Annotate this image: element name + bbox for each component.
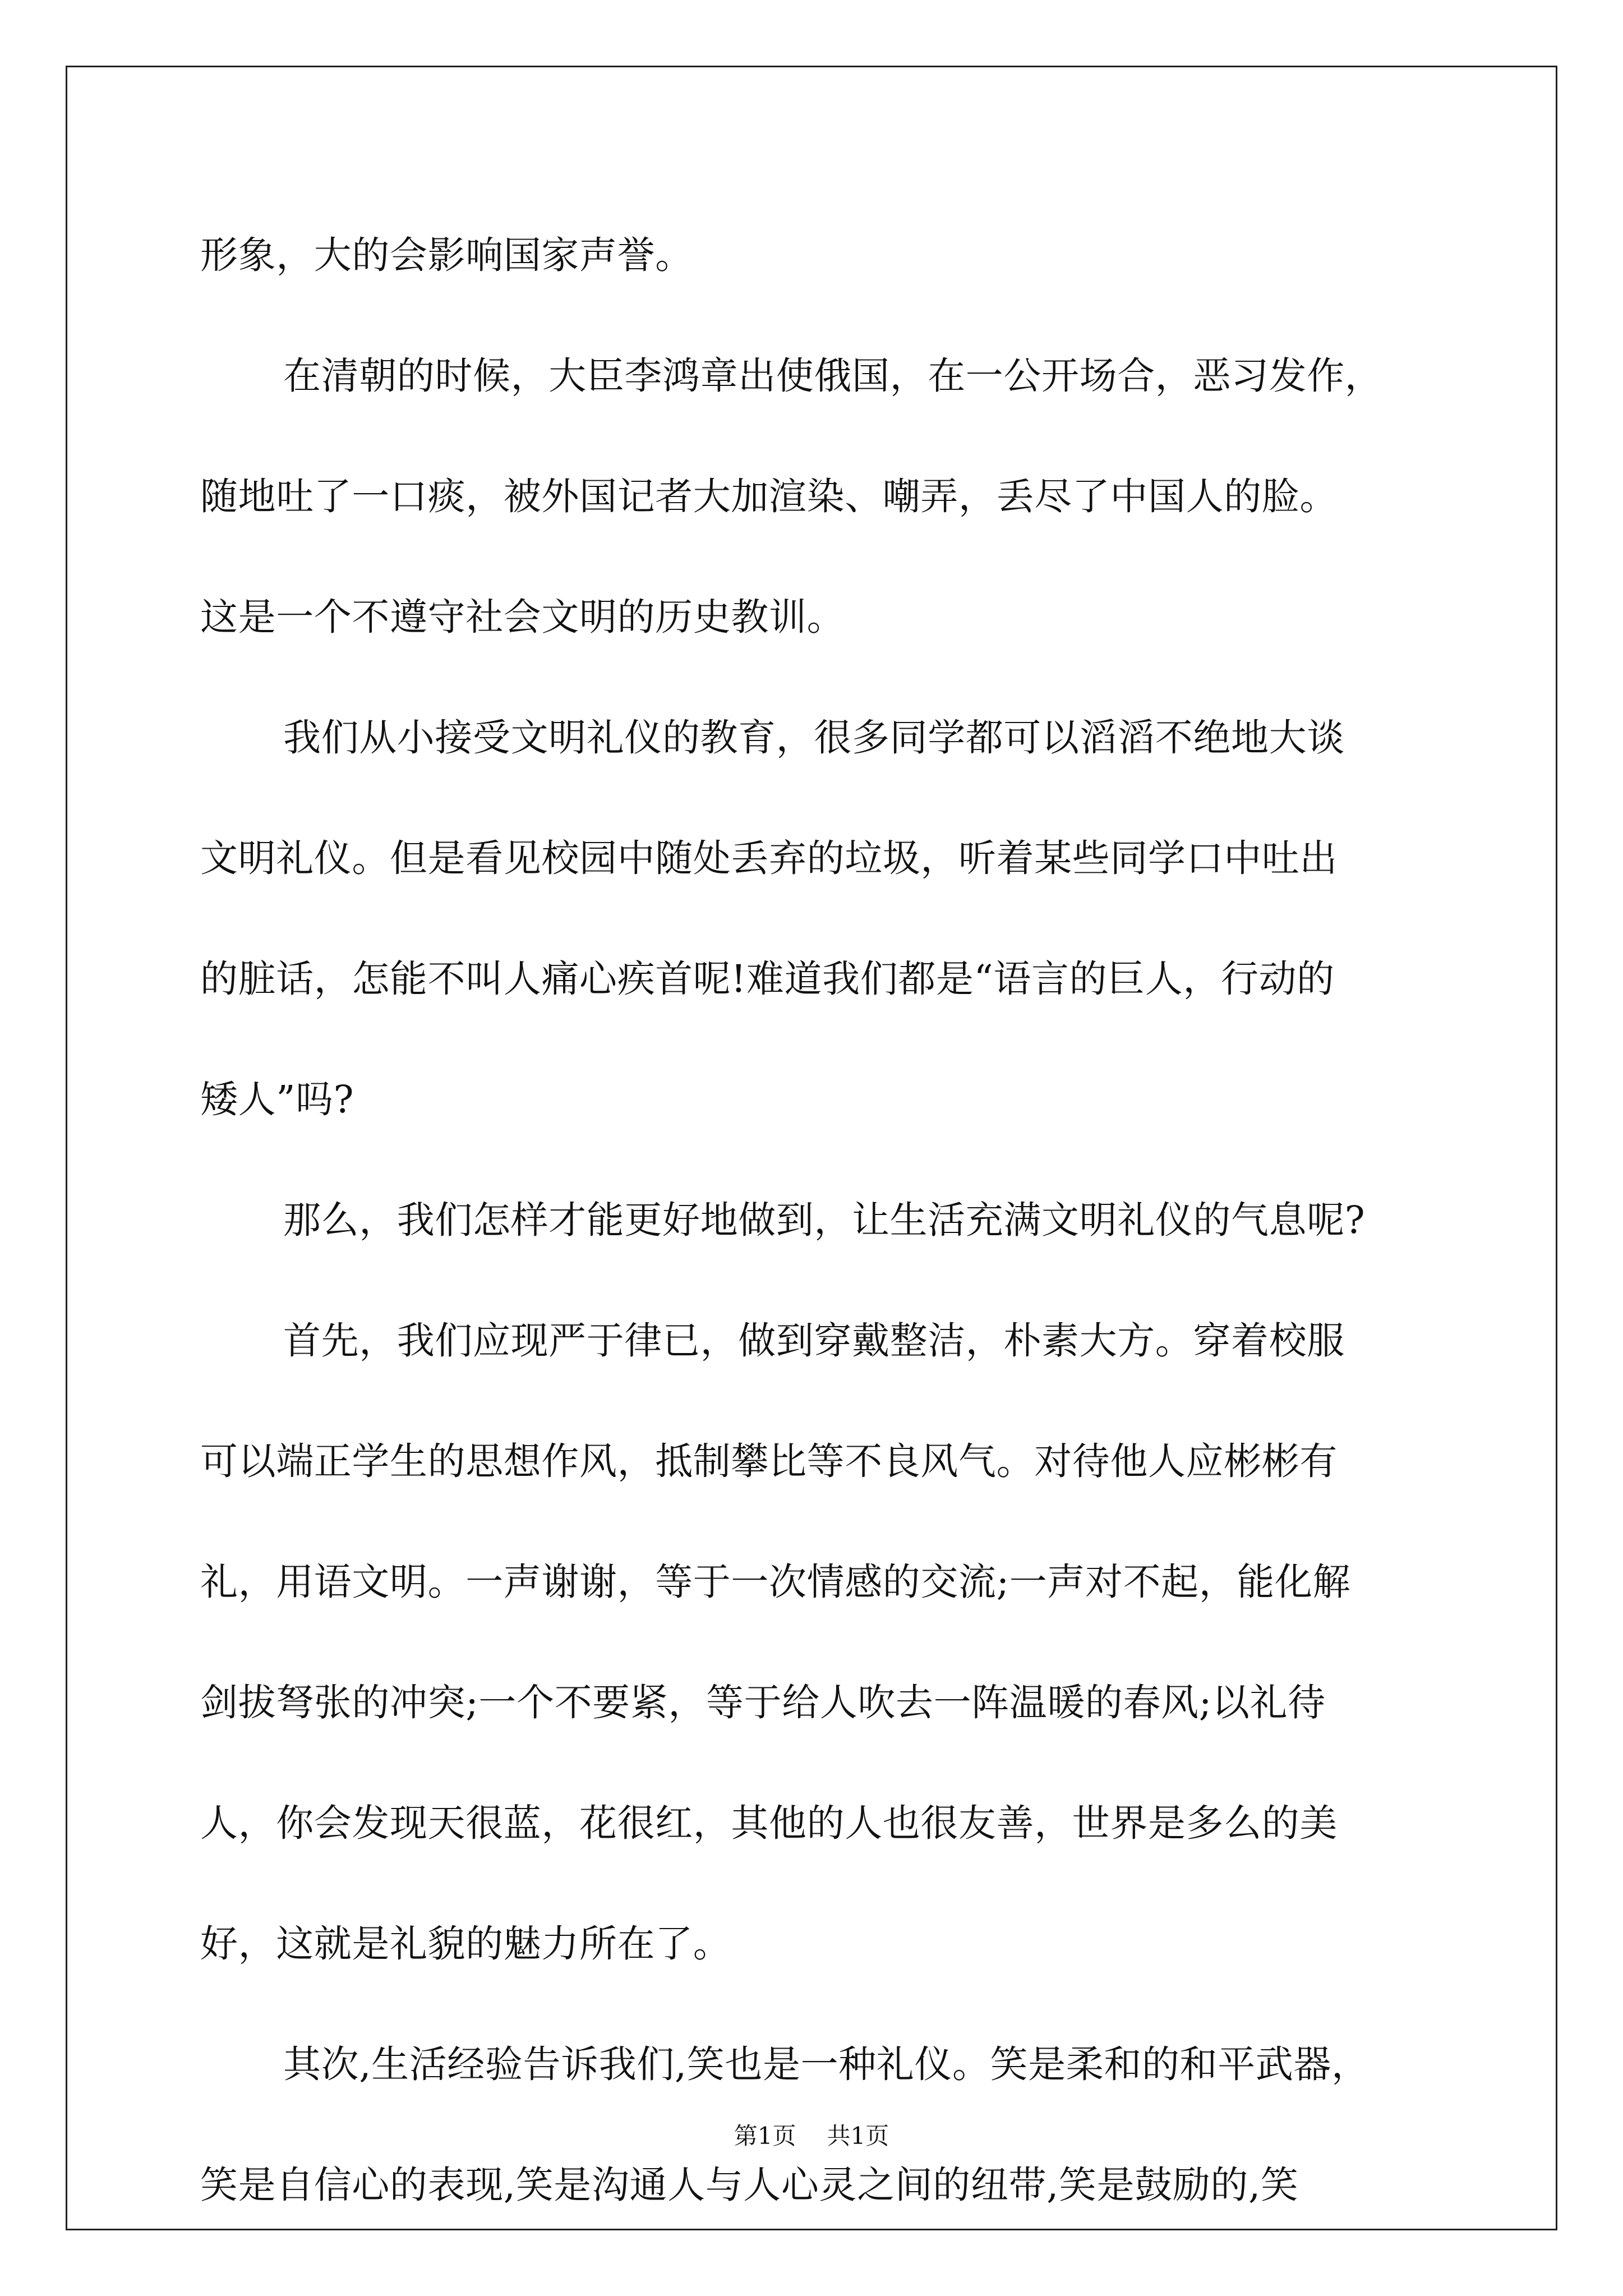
text-line: 形象，大的会影响国家声誉。 [200, 233, 693, 277]
text-line: 好，这就是礼貌的魅力所在了。 [200, 1922, 731, 1966]
page-number: 第1页 [734, 2122, 796, 2150]
text-line: 随地吐了一口痰，被外国记者大加渲染、嘲弄，丢尽了中国人的脸。 [200, 475, 1338, 518]
page-count: 共1页 [827, 2122, 889, 2150]
text-line: 矮人”吗? [200, 1078, 354, 1121]
text-line: 这是一个不遵守社会文明的历史教训。 [200, 595, 845, 639]
text-line: 可以端正学生的思想作风，抵制攀比等不良风气。对待他人应彬彬有 [200, 1439, 1338, 1483]
paragraph-first-line: 首先，我们应现严于律已，做到穿戴整洁，朴素大方。穿着校服 [283, 1319, 1345, 1363]
text-line: 礼，用语文明。一声谢谢，等于一次情感的交流;一声对不起，能化解 [200, 1560, 1351, 1604]
page-footer [0, 2118, 1623, 2151]
paragraph-first-line: 我们从小接受文明礼仪的教育，很多同学都可以滔滔不绝地大谈 [283, 716, 1345, 760]
text-line: 文明礼仪。但是看见校园中随处丢弃的垃圾，听着某些同学口中吐出 [200, 836, 1338, 880]
text-line: 剑拔弩张的冲突;一个不要紧，等于给人吹去一阵温暖的春风;以礼待 [200, 1681, 1326, 1724]
text-line: 的脏话，怎能不叫人痛心疾首呢!难道我们都是“语言的巨人，行动的 [200, 957, 1335, 1001]
paragraph-first-line: 其次,生活经验告诉我们,笑也是一种礼仪。笑是柔和的和平武器， [283, 2042, 1370, 2086]
paragraph-first-line: 在清朝的时候，大臣李鸿章出使俄国，在一公开场合，恶习发作， [283, 354, 1383, 398]
text-line: 笑是自信心的表现,笑是沟通人与人心灵之间的纽带,笑是鼓励的,笑 [200, 2163, 1299, 2207]
paragraph-first-line: 那么，我们怎样才能更好地做到，让生活充满文明礼仪的气息呢? [283, 1198, 1366, 1242]
text-line: 人，你会发现天很蓝，花很红，其他的人也很友善，世界是多么的美 [200, 1801, 1338, 1845]
